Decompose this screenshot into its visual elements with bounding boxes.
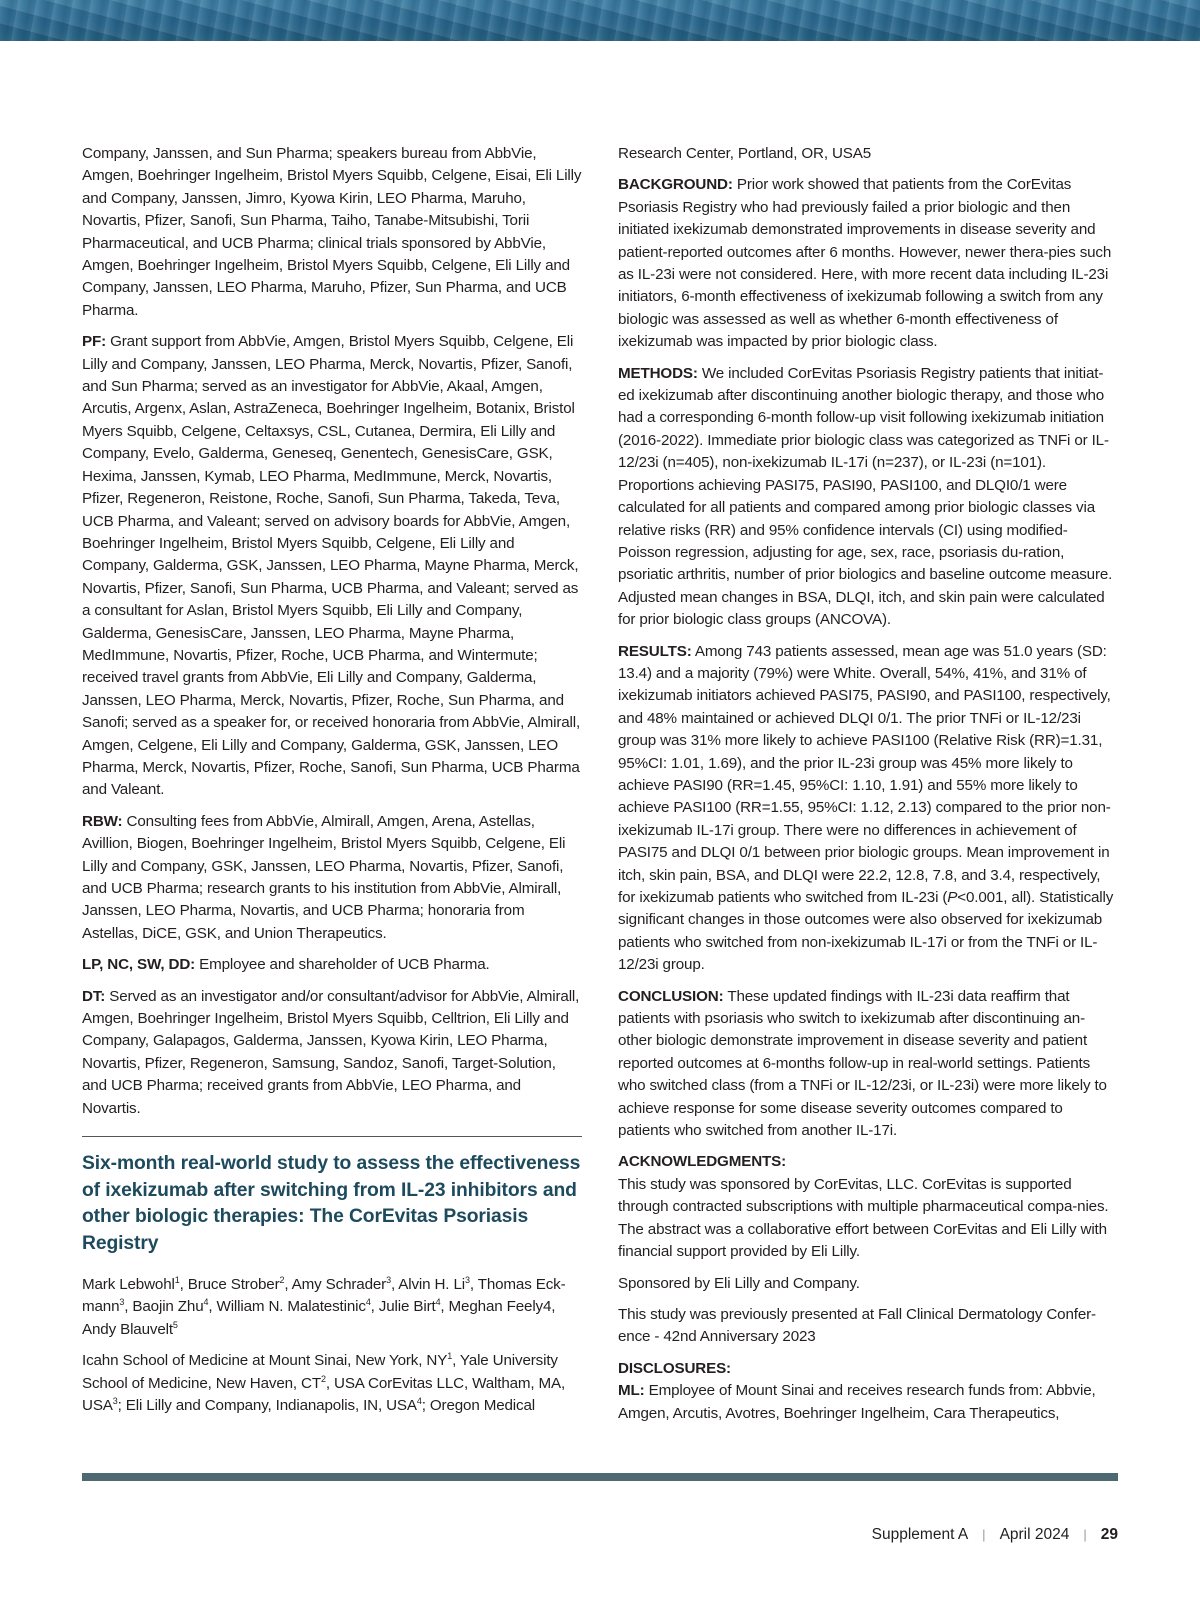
disclosure-lp-text: Employee and shareholder of UCB Pharma. [199, 956, 490, 974]
conclusion-text: These updated findings with IL-23i data reaffirm that patients with psoriasis who switch to ixekizumab after discontinuing an-other biologic demonstrate improvement in disease severity and patient reported outcomes at 6-months follow-up in real-world settings. Patients who switched class (from a TNFi or IL-12/23i, or IL-23i) were more likely to achieve response for some disease severity outcomes compared to patients who switched from another IL-17i. [618, 987, 1107, 1140]
disclosure-dt-label: DT: [82, 987, 106, 1005]
disclosure-lp-label: LP, NC, SW, DD: [82, 956, 196, 974]
acknowledgments-heading: ACKNOWLEDGMENTS: [618, 1153, 787, 1171]
disclosure-rbw [82, 811, 582, 945]
disclosures-heading: DISCLOSURES: [618, 1359, 731, 1377]
footer-separator: | [1083, 1527, 1087, 1542]
conclusion-heading: CONCLUSION: [618, 987, 724, 1005]
methods-heading: METHODS: [618, 364, 698, 382]
disclosure-ml-label: ML: [618, 1382, 645, 1400]
abstract-conclusion [618, 986, 1118, 1143]
page-footer [872, 1525, 1118, 1545]
section-divider [82, 1136, 582, 1137]
disclosure-paragraph: Company, Janssen, and Sun Pharma; speakers bureau from AbbVie, Amgen, Boehringer Ingelheim, Bristol Myers Squibb, Celgene, Eisai, Eli Lilly and Company, Janssen, Jimro, Kyowa Kirin, LEO Pharma, Maruho, Novartis, Pfizer, Sanofi, Sun Pharma, Taiho, Tanabe-Mitsubishi, Torii Pharmaceutical, and UCB Pharma; clinical trials sponsored by AbbVie, Amgen, Boehringer Ingelheim, Bristol Myers Squibb, Celgene, Eli Lilly and Company, Janssen, LEO Pharma, Maruho, Pfizer, Sun Pharma, and UCB Pharma. [82, 145, 582, 319]
methods-text: We included CorEvitas Psoriasis Registry patients that initiat-ed ixekizumab after discontinuing another biologic therapy, and those who had a corresponding 6-month follow-up visit following ixekizumab initiation (2016-2022). Immediate prior biologic class was categorized as TNFi or IL-12/23i (n=405), non-ixekizumab IL-17i (n=237), or IL-23i (n=101). Proportions achieving PASI75, PASI90, PASI100, and DLQI0/1 were calculated for all patients and compared among prior biologic classes via relative risks (RR) and 95% confidence intervals (CI) using modified-Poisson regression, adjusting for age, sex, race, psoriasis du-ration, psoriatic arthritis, number of prior biologics and baseline outcome measure. Adjusted mean changes in BSA, DLQI, itch, and skin pain were calculated for prior biologic class groups (ANCOVA). [618, 364, 1113, 629]
abstract-background [618, 174, 1118, 353]
disclosure-ml [618, 1380, 1118, 1425]
disclosure-pf [82, 331, 582, 802]
disclosure-lp [82, 954, 582, 976]
disclosure-rbw-text: Consulting fees from AbbVie, Almirall, Amgen, Arena, Astellas, Avillion, Biogen, Boehringer Ingelheim, Bristol Myers Squibb, Celgene, Eli Lilly and Company, GSK, Janssen, LEO Pharma, Novartis, Pfizer, Sanofi, and UCB Pharma; research grants to his institution from AbbVie, Almirall, Janssen, LEO Pharma, Novartis, and UCB Pharma; honoraria from Astellas, DiCE, GSK, and Union Therapeutics. [82, 812, 566, 942]
right-column [618, 143, 1118, 1434]
disclosure-dt [82, 986, 582, 1120]
page-number: 29 [1100, 1526, 1118, 1543]
article-title: Six-month real-world study to assess the effectiveness of ixekizumab after switching from IL-23 inhibitors and other biologic therapies: The CorEvitas Psoriasis Registry [82, 1153, 581, 1254]
results-text: Among 743 patients assessed, mean age was 51.0 years (SD: 13.4) and a majority (79%) were White. Overall, 54%, 41%, and 31% of ixekizumab initiators achieved PASI75, PASI90, and PASI100, respectively, and 48% maintained or achieved DLQI 0/1. The prior TNFi or IL-12/23i group was 31% more likely to achieve PASI100 (Relative Risk (RR)=1.31, 95%CI: 1.01, 1.69), and the prior IL-23i group was 45% more likely to achieve PASI90 (RR=1.45, 95%CI: 1.10, 1.91) and 55% more likely to achieve PASI100 (RR=1.55, 95%CI: 1.12, 2.13) compared to the prior non-ixekizumab IL-17i group. There were no differences in achievement of PASI75 and DLQI 0/1 between prior biologic groups. Mean improvement in itch, skin pain, BSA, and DLQI were 22.2, 12.8, 7.8, and 3.4, respectively, for ixekizumab patients who switched from IL-23i ( [618, 642, 1111, 906]
p-value-symbol: P [947, 889, 958, 906]
disclosure-dt-text: Served as an investigator and/or consultant/advisor for AbbVie, Almirall, Amgen, Boehringer Ingelheim, Bristol Myers Squibb, Celltrion, Eli Lilly and Company, Galapagos, Galderma, Janssen, Kyowa Kirin, LEO Pharma, Novartis, Pfizer, Regeneron, Samsung, Sandoz, Sanofi, Target-Solution, and UCB Pharma; received grants from AbbVie, LEO Pharma, and Novartis. [82, 987, 580, 1117]
footer-rule [82, 1473, 1118, 1481]
results-heading: RESULTS: [618, 642, 692, 660]
author-list: Mark Lebwohl$^1$, Bruce Strober$^2$, Amy Schrader$^3$, Alvin H. Li$^3$, Thomas Eck-mann$^3$, Baojin Zhu$^4$, William N. Malatestinic$^4$, Julie Birt$^4$, Meghan Feely4, Andy Blauvelt$^5$ [82, 1275, 566, 1338]
abstract-results [618, 641, 1118, 977]
background-heading: BACKGROUND: [618, 176, 733, 194]
disclosure-ml-text: Employee of Mount Sinai and receives research funds from: Abbvie, Amgen, Arcutis, Avotres, Boehringer Ingelheim, Cara Therapeutics, [618, 1382, 1096, 1422]
background-text: Prior work showed that patients from the CorEvitas Psoriasis Registry who had previously failed a prior biologic and then initiated ixekizumab demonstrated improvements in disease severity and patient-reported outcomes after 6 months. However, newer thera-pies such as IL-23i were not considered. Here, with more recent data including IL-23i initiators, 6-month effectiveness of ixekizumab following a switch from any biologic was assessed as well as whether 6-month effectiveness of ixekizumab was impacted by prior biologic class. [618, 176, 1112, 351]
affiliation-continued: Research Center, Portland, OR, USA5 [618, 145, 872, 162]
acknowledgments-text: This study was sponsored by CorEvitas, LLC. CorEvitas is supported through contracted subscriptions with multiple pharmaceutical compa-nies. The abstract was a collaborative effort between CorEvitas and Eli Lilly with financial support provided by Eli Lilly. [618, 1175, 1109, 1261]
sponsor-statement: Sponsored by Eli Lilly and Company. [618, 1274, 860, 1292]
disclosure-pf-text: Grant support from AbbVie, Amgen, Bristol Myers Squibb, Celgene, Eli Lilly and Company, Janssen, LEO Pharma, Merck, Novartis, Pfizer, Sanofi, and Sun Pharma; served as an investigator for AbbVie, Akaal, Amgen, Arcutis, Argenx, Aslan, AstraZeneca, Boehringer Ingelheim, Botanix, Bristol Myers Squibb, Celgene, Celtaxsys, CSL, Cutanea, Dermira, Eli Lilly and Company, Evelo, Galderma, Geneseq, Genentech, GenesisCare, GSK, Hexima, Janssen, Kymab, LEO Pharma, MedImmune, Merck, Novartis, Pfizer, Regeneron, Reistone, Roche, Sanofi, Sun Pharma, Takeda, Teva, UCB Pharma, and Valeant; served on advisory boards for AbbVie, Amgen, Boehringer Ingelheim, Bristol Myers Squibb, Celgene, Eli Lilly and Company, Galderma, GSK, Janssen, LEO Pharma, Mayne Pharma, Merck, Novartis, Pfizer, Sanofi, Sun Pharma, UCB Pharma, and Valeant; served as a consultant for Aslan, Bristol Myers Squibb, Eli Lilly and Company, Galderma, GenesisCare, Janssen, LEO Pharma, Mayne Pharma, MedImmune, Novartis, Pfizer, Roche, UCB Pharma, and Wintermute; received travel grants from AbbVie, Eli Lilly and Company, Galderma, Janssen, LEO Pharma, Merck, Novartis, Pfizer, Roche, Sun Pharma, and Sanofi; served as a speaker for, or received honoraria from AbbVie, Almirall, Amgen, Celgene, Eli Lilly and Company, Galderma, GSK, Janssen, LEO Pharma, Merck, Novartis, Pfizer, Roche, Sanofi, Sun Pharma, UCB Pharma and Valeant. [82, 333, 581, 799]
author-affiliations: Icahn School of Medicine at Mount Sinai, New York, $NY^1$, Yale University School of Medicine, New Haven, $CT^2$, USA CorEvitas LLC, Waltham, MA, USA$^3$; Eli Lilly and Company, Indianapolis, IN, USA$^4$; Oregon Medical [82, 1351, 566, 1415]
results-text-cont: <0.001, all). Statistically significant changes in those outcomes were also observed for ixekizumab patients who switched from non-ixekizumab IL-17i or from the TNFi or IL-12/23i group. [618, 889, 1114, 974]
footer-separator: | [982, 1527, 986, 1542]
header-ocean-banner [0, 0, 1200, 41]
disclosure-rbw-label: RBW: [82, 812, 123, 830]
disclosure-pf-label: PF: [82, 333, 107, 351]
abstract-methods [618, 363, 1118, 632]
issue-date: April 2024 [999, 1526, 1070, 1543]
supplement-label: Supplement A [871, 1526, 969, 1543]
left-column [82, 143, 582, 1427]
presentation-note: This study was previously presented at Fall Clinical Dermatology Confer-ence - 42nd Anniversary 2023 [618, 1305, 1096, 1346]
